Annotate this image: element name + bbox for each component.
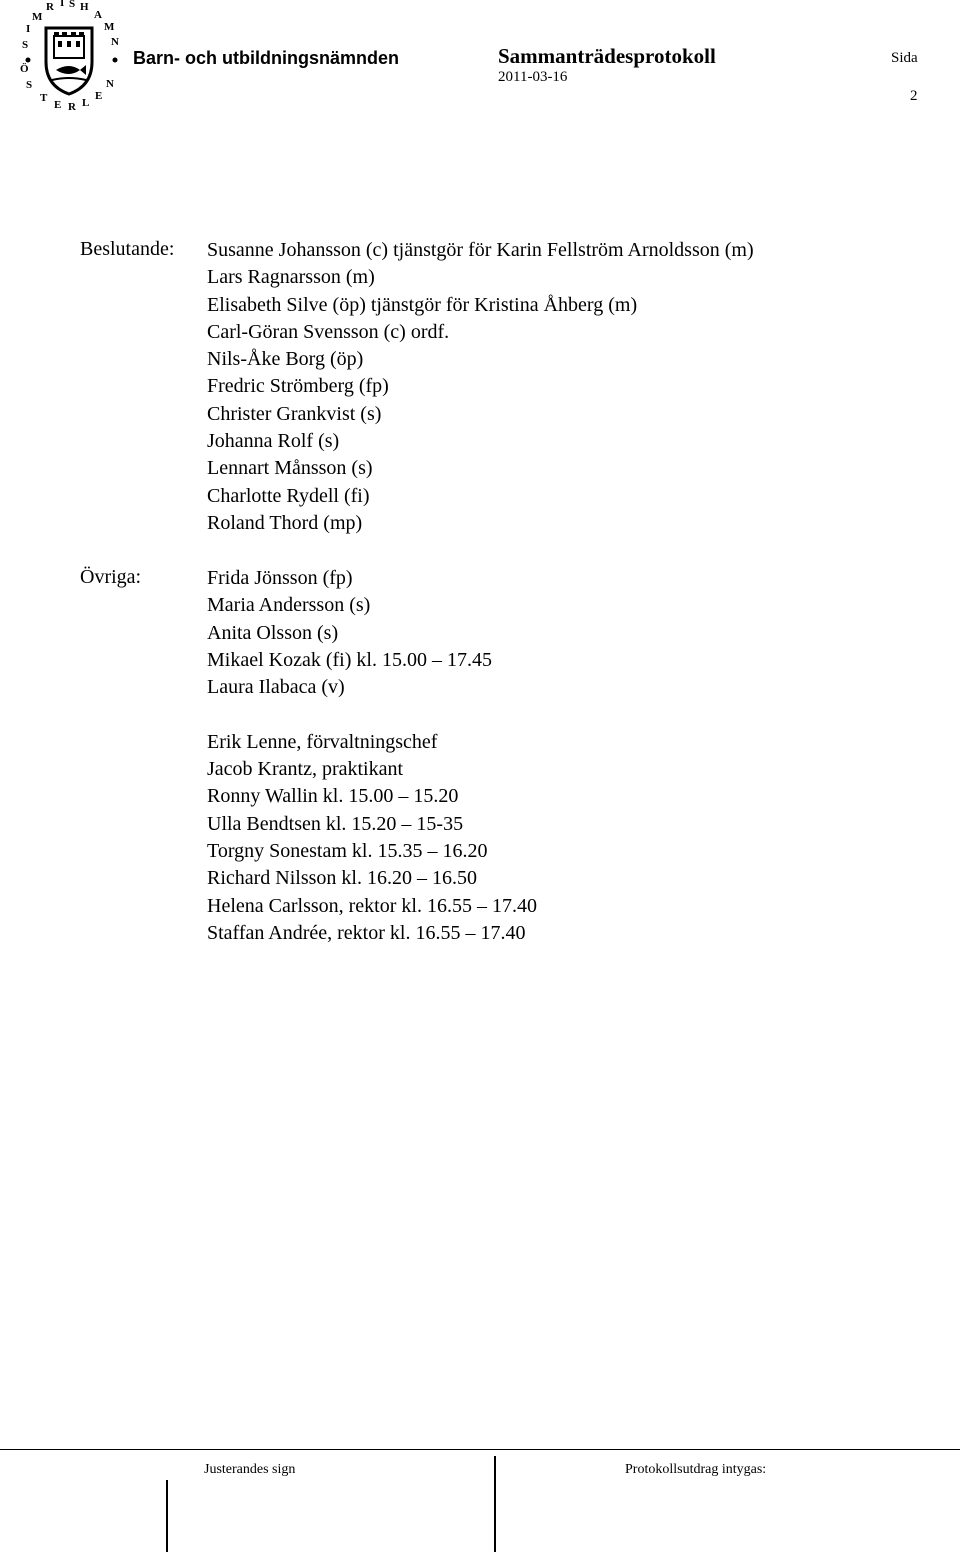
svg-text:M: M (32, 11, 43, 23)
svg-text:L: L (82, 97, 90, 109)
justerandes-sign-label: Justerandes sign (204, 1462, 296, 1477)
list-item: Christer Grankvist (s) (207, 402, 382, 425)
list-item: Lennart Månsson (s) (207, 457, 373, 480)
svg-text:S: S (22, 39, 29, 51)
list-item: Carl-Göran Svensson (c) ordf. (207, 320, 450, 343)
meeting-date: 2011-03-16 (498, 69, 568, 85)
page-label: Sida (891, 50, 918, 66)
svg-text:E: E (95, 90, 103, 102)
footer-divider (0, 1449, 960, 1450)
protokollsutdrag-label: Protokollsutdrag intygas: (625, 1462, 767, 1477)
page-number: 2 (910, 88, 918, 104)
ovriga-list (207, 565, 537, 947)
svg-text:H: H (80, 1, 89, 13)
list-item: Charlotte Rydell (fi) (207, 484, 370, 507)
list-item: Ulla Bendtsen kl. 15.20 – 15-35 (207, 812, 464, 835)
list-item: Jacob Krantz, praktikant (207, 758, 404, 781)
list-item: Fredric Strömberg (fp) (207, 375, 389, 398)
svg-text:I: I (60, 0, 65, 9)
signature-box-left-line (166, 1480, 168, 1552)
svg-text:M: M (104, 21, 115, 33)
svg-text:N: N (111, 36, 119, 48)
list-item: Mikael Kozak (fi) kl. 15.00 – 17.45 (207, 648, 492, 671)
list-item: Torgny Sonestam kl. 15.35 – 16.20 (207, 839, 488, 862)
list-item: Ronny Wallin kl. 15.00 – 15.20 (207, 785, 459, 808)
simrishamn-crest-logo (8, 0, 128, 118)
list-item: Nils-Åke Borg (öp) (207, 348, 364, 371)
svg-text:S: S (26, 79, 33, 91)
svg-text:T: T (40, 92, 48, 104)
svg-text:N: N (106, 78, 114, 90)
list-item: Johanna Rolf (s) (207, 430, 340, 453)
list-item: Anita Olsson (s) (207, 621, 339, 644)
list-item: Helena Carlsson, rektor kl. 16.55 – 17.40 (207, 894, 537, 917)
svg-text:R: R (68, 101, 76, 113)
list-item: Laura Ilabaca (v) (207, 676, 345, 699)
list-item: Elisabeth Silve (öp) tjänstgör för Kristina Åhberg (m) (207, 293, 638, 316)
document-title: Sammanträdesprotokoll (498, 44, 716, 68)
signature-box-right-line (494, 1456, 496, 1552)
list-item: Roland Thord (mp) (207, 511, 363, 534)
svg-text:E: E (54, 99, 62, 111)
beslutande-label: Beslutande: (80, 238, 175, 260)
svg-text:A: A (94, 9, 102, 21)
ovriga-label: Övriga: (80, 566, 142, 588)
svg-text:I: I (26, 23, 31, 35)
list-item: Frida Jönsson (fp) (207, 567, 353, 589)
svg-text:S: S (69, 0, 76, 10)
group-spacer (207, 701, 537, 728)
list-item: Richard Nilsson kl. 16.20 – 16.50 (207, 867, 477, 890)
svg-text:R: R (46, 1, 54, 13)
list-item: Erik Lenne, förvaltningschef (207, 730, 438, 753)
department-name: Barn- och utbildningsnämnden (133, 48, 399, 68)
beslutande-list (207, 237, 754, 537)
list-item: Maria Andersson (s) (207, 594, 371, 617)
list-item: Lars Ragnarsson (m) (207, 266, 375, 289)
list-item: Susanne Johansson (c) tjänstgör för Karin Fellström Arnoldsson (m) (207, 239, 754, 261)
list-item: Staffan Andrée, rektor kl. 16.55 – 17.40 (207, 921, 526, 944)
svg-text:Ö: Ö (20, 63, 29, 75)
